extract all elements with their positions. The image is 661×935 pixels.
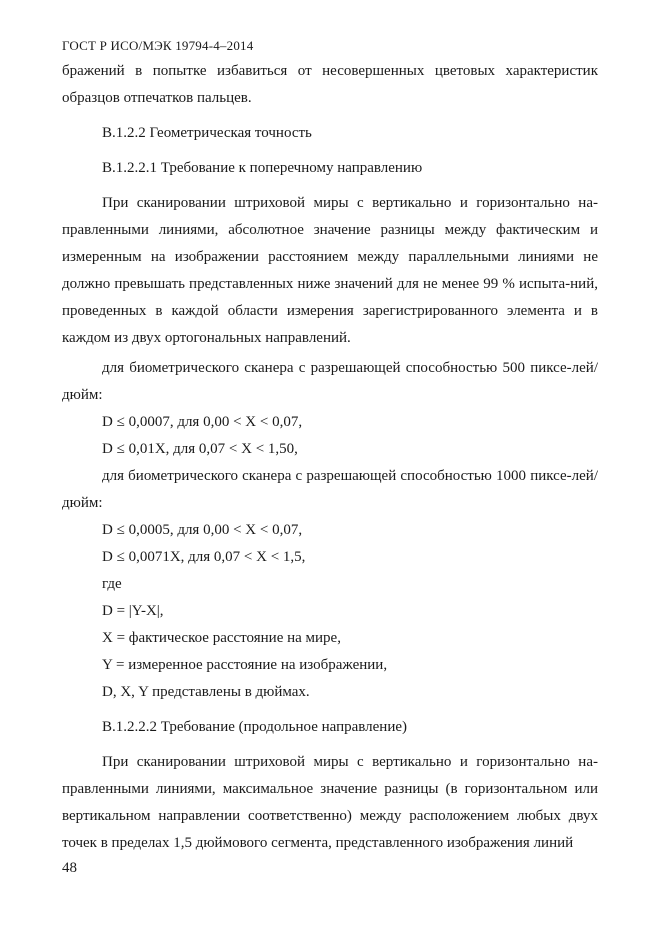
- cross-direction-paragraph: При сканировании штриховой миры с вертикально и горизонтально на-правленными линиями, абсолютное значение разницы между фактическим и измеренным на изображении расстоянием между параллельными линиями не должно превышать представленных ниже значений для не менее 99 % испыта-ний, проведенных в каждой области измерения зарегистрированного элемента и в каждом из двух ортогональных направлений.: [62, 195, 598, 346]
- page-body: [62, 58, 598, 857]
- definition-units: D, X, Y представлены в дюймах.: [102, 684, 310, 700]
- formula-500-first: D ≤ 0,0007, для 0,00 < X < 0,07,: [102, 414, 303, 430]
- section-heading-b12221: В.1.2.2.1 Требование к поперечному направлению: [102, 160, 423, 176]
- scanner-500-paragraph: для биометрического сканера с разрешающей способностью 500 пиксе-лей/дюйм:: [62, 360, 598, 403]
- formula-1000-first: D ≤ 0,0005, для 0,00 < X < 0,07,: [102, 522, 303, 538]
- longitudinal-paragraph: При сканировании штриховой миры с вертикально и горизонтально на-правленными линиями, максимальное значение разницы (в горизонтальном или вертикальном направлении соответственно) между расположением любых двух точек в пределах 1,5 дюймового сегмента, представленного изображения линий: [62, 754, 598, 851]
- section-heading-b12222: В.1.2.2.2 Требование (продольное направление): [102, 719, 408, 735]
- scanner-1000-paragraph: для биометрического сканера с разрешающей способностью 1000 пиксе-лей/дюйм:: [62, 468, 598, 511]
- page-number: 48: [62, 860, 77, 876]
- standard-header: ГОСТ Р ИСО/МЭК 19794-4–2014: [62, 38, 254, 53]
- formula-500-second: D ≤ 0,01X, для 0,07 < X < 1,50,: [102, 441, 298, 457]
- where-label: где: [102, 576, 122, 592]
- definition-x: X = фактическое расстояние на мире,: [102, 630, 341, 646]
- definition-d: D = |Y-X|,: [102, 603, 164, 619]
- formula-1000-second: D ≤ 0,0071X, для 0,07 < X < 1,5,: [102, 549, 306, 565]
- intro-paragraph: бражений в попытке избавиться от несовершенных цветовых характеристик образцов отпечатков пальцев.: [62, 63, 598, 106]
- section-heading-b1222: В.1.2.2 Геометрическая точность: [102, 125, 312, 141]
- definition-y: Y = измеренное расстояние на изображении,: [102, 657, 388, 673]
